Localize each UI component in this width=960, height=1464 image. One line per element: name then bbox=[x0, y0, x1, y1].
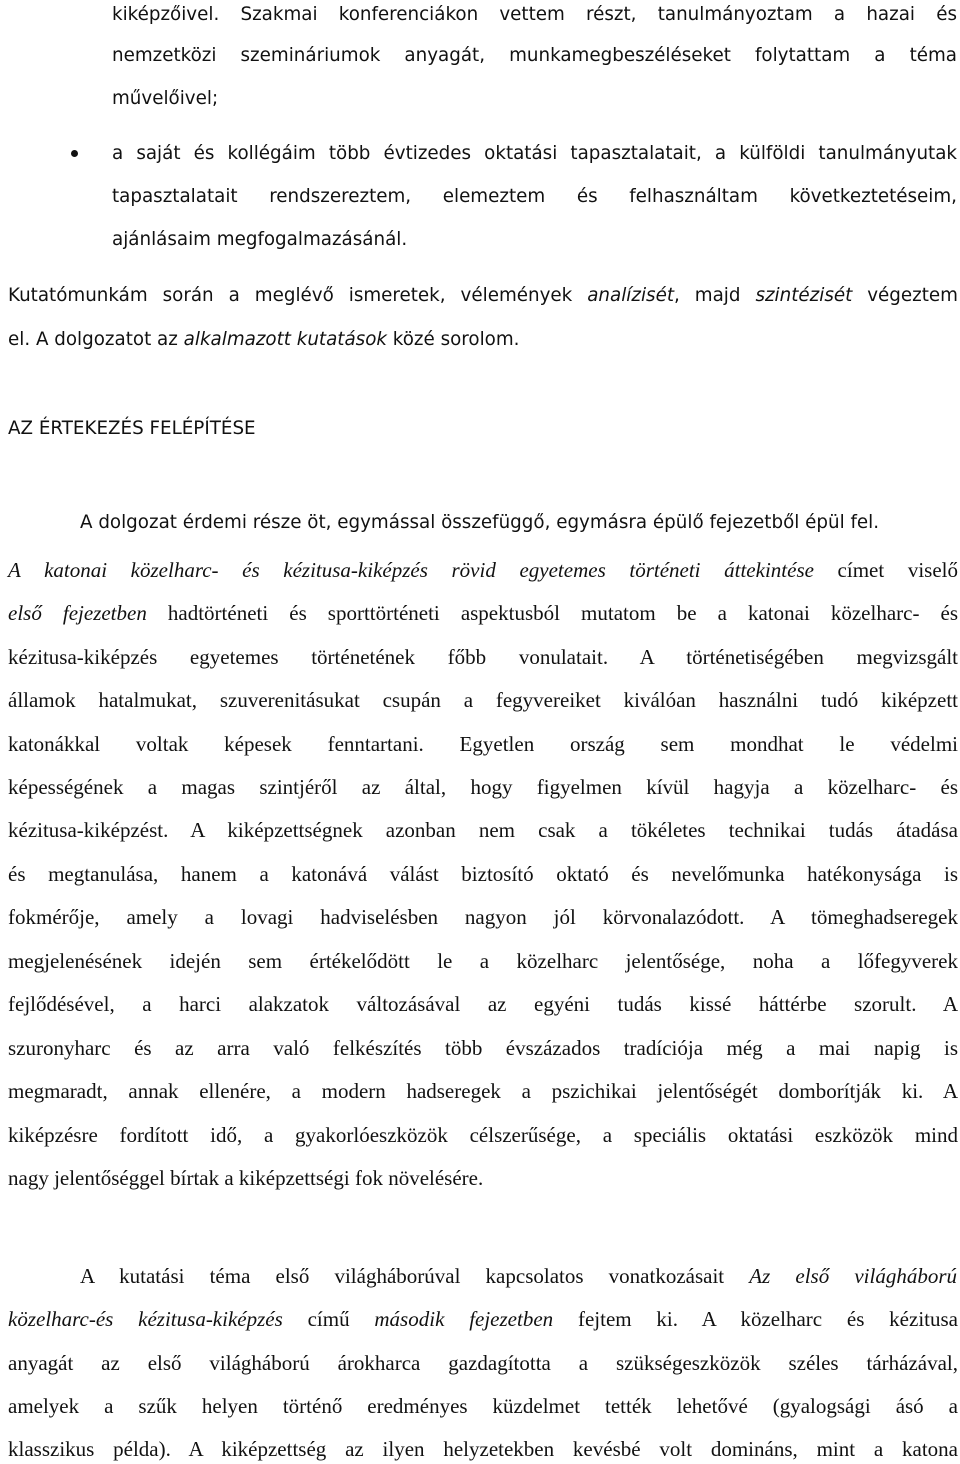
text-run: A kutatási téma első világháborúval kapcsolatos vonatkozásait bbox=[80, 1264, 750, 1288]
text-line: fejlődésével, a harci alakzatok változásával az egyéni tudás kissé háttérbe szorult. A bbox=[8, 992, 958, 1016]
text-run: fejtem ki. A közelharc és kézitusa bbox=[553, 1307, 958, 1331]
text-line: katonákkal voltak képesek fenntartani. Egyetlen ország sem mondhat le védelmi bbox=[8, 732, 958, 756]
emphasis: első fejezetben bbox=[8, 601, 147, 625]
text-run: Kutatómunkám során a meglévő ismeretek, vélemények bbox=[8, 285, 588, 306]
text-run: végeztem bbox=[852, 285, 958, 306]
text-line: amelyek a szűk helyen történő eredményes küzdelmet tették lehetővé (gyalogsági ásó a bbox=[8, 1394, 958, 1418]
text-line: anyagát az első világháború árokharca gazdagította a szükségeszközök széles tárházával, bbox=[8, 1351, 958, 1375]
section-heading: AZ ÉRTEKEZÉS FELÉPÍTÉSE bbox=[8, 418, 256, 439]
text-line bbox=[8, 558, 958, 582]
text-line: nemzetközi szemináriumok anyagát, munkamegbeszéléseket folytattam a téma bbox=[112, 45, 957, 66]
text-line: képességének a magas szintjéről az által, hogy figyelmen kívül hagyja a közelharc- és bbox=[8, 775, 958, 799]
bullet-icon bbox=[71, 150, 78, 157]
text-line bbox=[112, 1, 957, 27]
emphasis: második fejezetben bbox=[374, 1307, 554, 1331]
text-run: Szakmai konferenciákon vettem részt, tanulmányoztam a hazai és bbox=[240, 4, 957, 25]
text-line bbox=[8, 284, 958, 308]
text-line: államok hatalmukat, szuverenitásukat csupán a fegyvereiket kiválóan használni tudó kiképzett bbox=[8, 688, 958, 712]
emphasis: közelharc-és kézitusa-kiképzés bbox=[8, 1307, 283, 1331]
emphasis: A katonai közelharc- és kézitusa-kiképzés rövid egyetemes történeti áttekintése bbox=[8, 558, 814, 582]
text-line: megmaradt, annak ellenére, a modern hadseregek a pszichikai jelentőségét domborítják ki. A bbox=[8, 1079, 958, 1103]
text-line bbox=[8, 328, 958, 352]
emphasis: szintézisét bbox=[755, 285, 853, 306]
text-line: klasszikus példa). A kiképzettség az ilyen helyzetekben kevésbé volt domináns, mint a katona bbox=[8, 1437, 958, 1461]
text-line: tapasztalatait rendszereztem, elemeztem és felhasználtam következtetéseim, bbox=[112, 186, 957, 207]
text-run: címet viselő bbox=[813, 558, 958, 582]
text-line: és megtanulása, hanem a katonává válást biztosító oktató és nevelőmunka hatékonysága is bbox=[8, 862, 958, 886]
text-run: című bbox=[282, 1307, 375, 1331]
text-line: megjelenésének idején sem értékelődött le a közelharc jelentősége, noha a lőfegyverek bbox=[8, 949, 958, 973]
text-line: kézitusa-kiképzés egyetemes történetének főbb vonulatait. A történetiségében megvizsgált bbox=[8, 645, 958, 669]
text-run: kiképzőivel. bbox=[112, 4, 241, 25]
text-line bbox=[80, 1264, 957, 1288]
text-line bbox=[8, 601, 958, 625]
text-line: kézitusa-kiképzést. A kiképzettségnek azonban nem csak a tökéletes technikai tudás átadása bbox=[8, 818, 958, 842]
emphasis: analízisét bbox=[587, 285, 674, 306]
text-line: ajánlásaim megfogalmazásánál. bbox=[112, 229, 408, 250]
text-line: fokmérője, amely a lovagi hadviselésben nagyon jól körvonalazódott. A tömeghadseregek bbox=[8, 905, 958, 929]
emphasis: alkalmazott kutatások bbox=[183, 329, 387, 350]
text-run: közé sorolom. bbox=[386, 329, 520, 350]
text-line: A dolgozat érdemi része öt, egymással összefüggő, egymásra épülő fejezetből épül fel. bbox=[80, 512, 880, 533]
emphasis: Az első világháború bbox=[749, 1264, 957, 1288]
text-run: , majd bbox=[673, 285, 756, 306]
text-run: hadtörténeti és sporttörténeti aspektusból mutatom be a katonai közelharc- és bbox=[146, 601, 958, 625]
text-line bbox=[8, 1307, 958, 1331]
text-line: kiképzésre fordított idő, a gyakorlóeszközök célszerűsége, a speciális oktatási eszközök mind bbox=[8, 1123, 958, 1147]
text-line: szuronyharc és az arra való felkészítés több évszázados tradíciója még a mai napig is bbox=[8, 1036, 958, 1060]
text-line: művelőivel; bbox=[112, 88, 219, 109]
text-line: nagy jelentőséggel bírtak a kiképzettségi fok növelésére. bbox=[8, 1166, 484, 1190]
text-run: el. A dolgozatot az bbox=[8, 329, 184, 350]
text-line: a saját és kollégáim több évtizedes oktatási tapasztalatait, a külföldi tanulmányutak bbox=[112, 143, 957, 164]
